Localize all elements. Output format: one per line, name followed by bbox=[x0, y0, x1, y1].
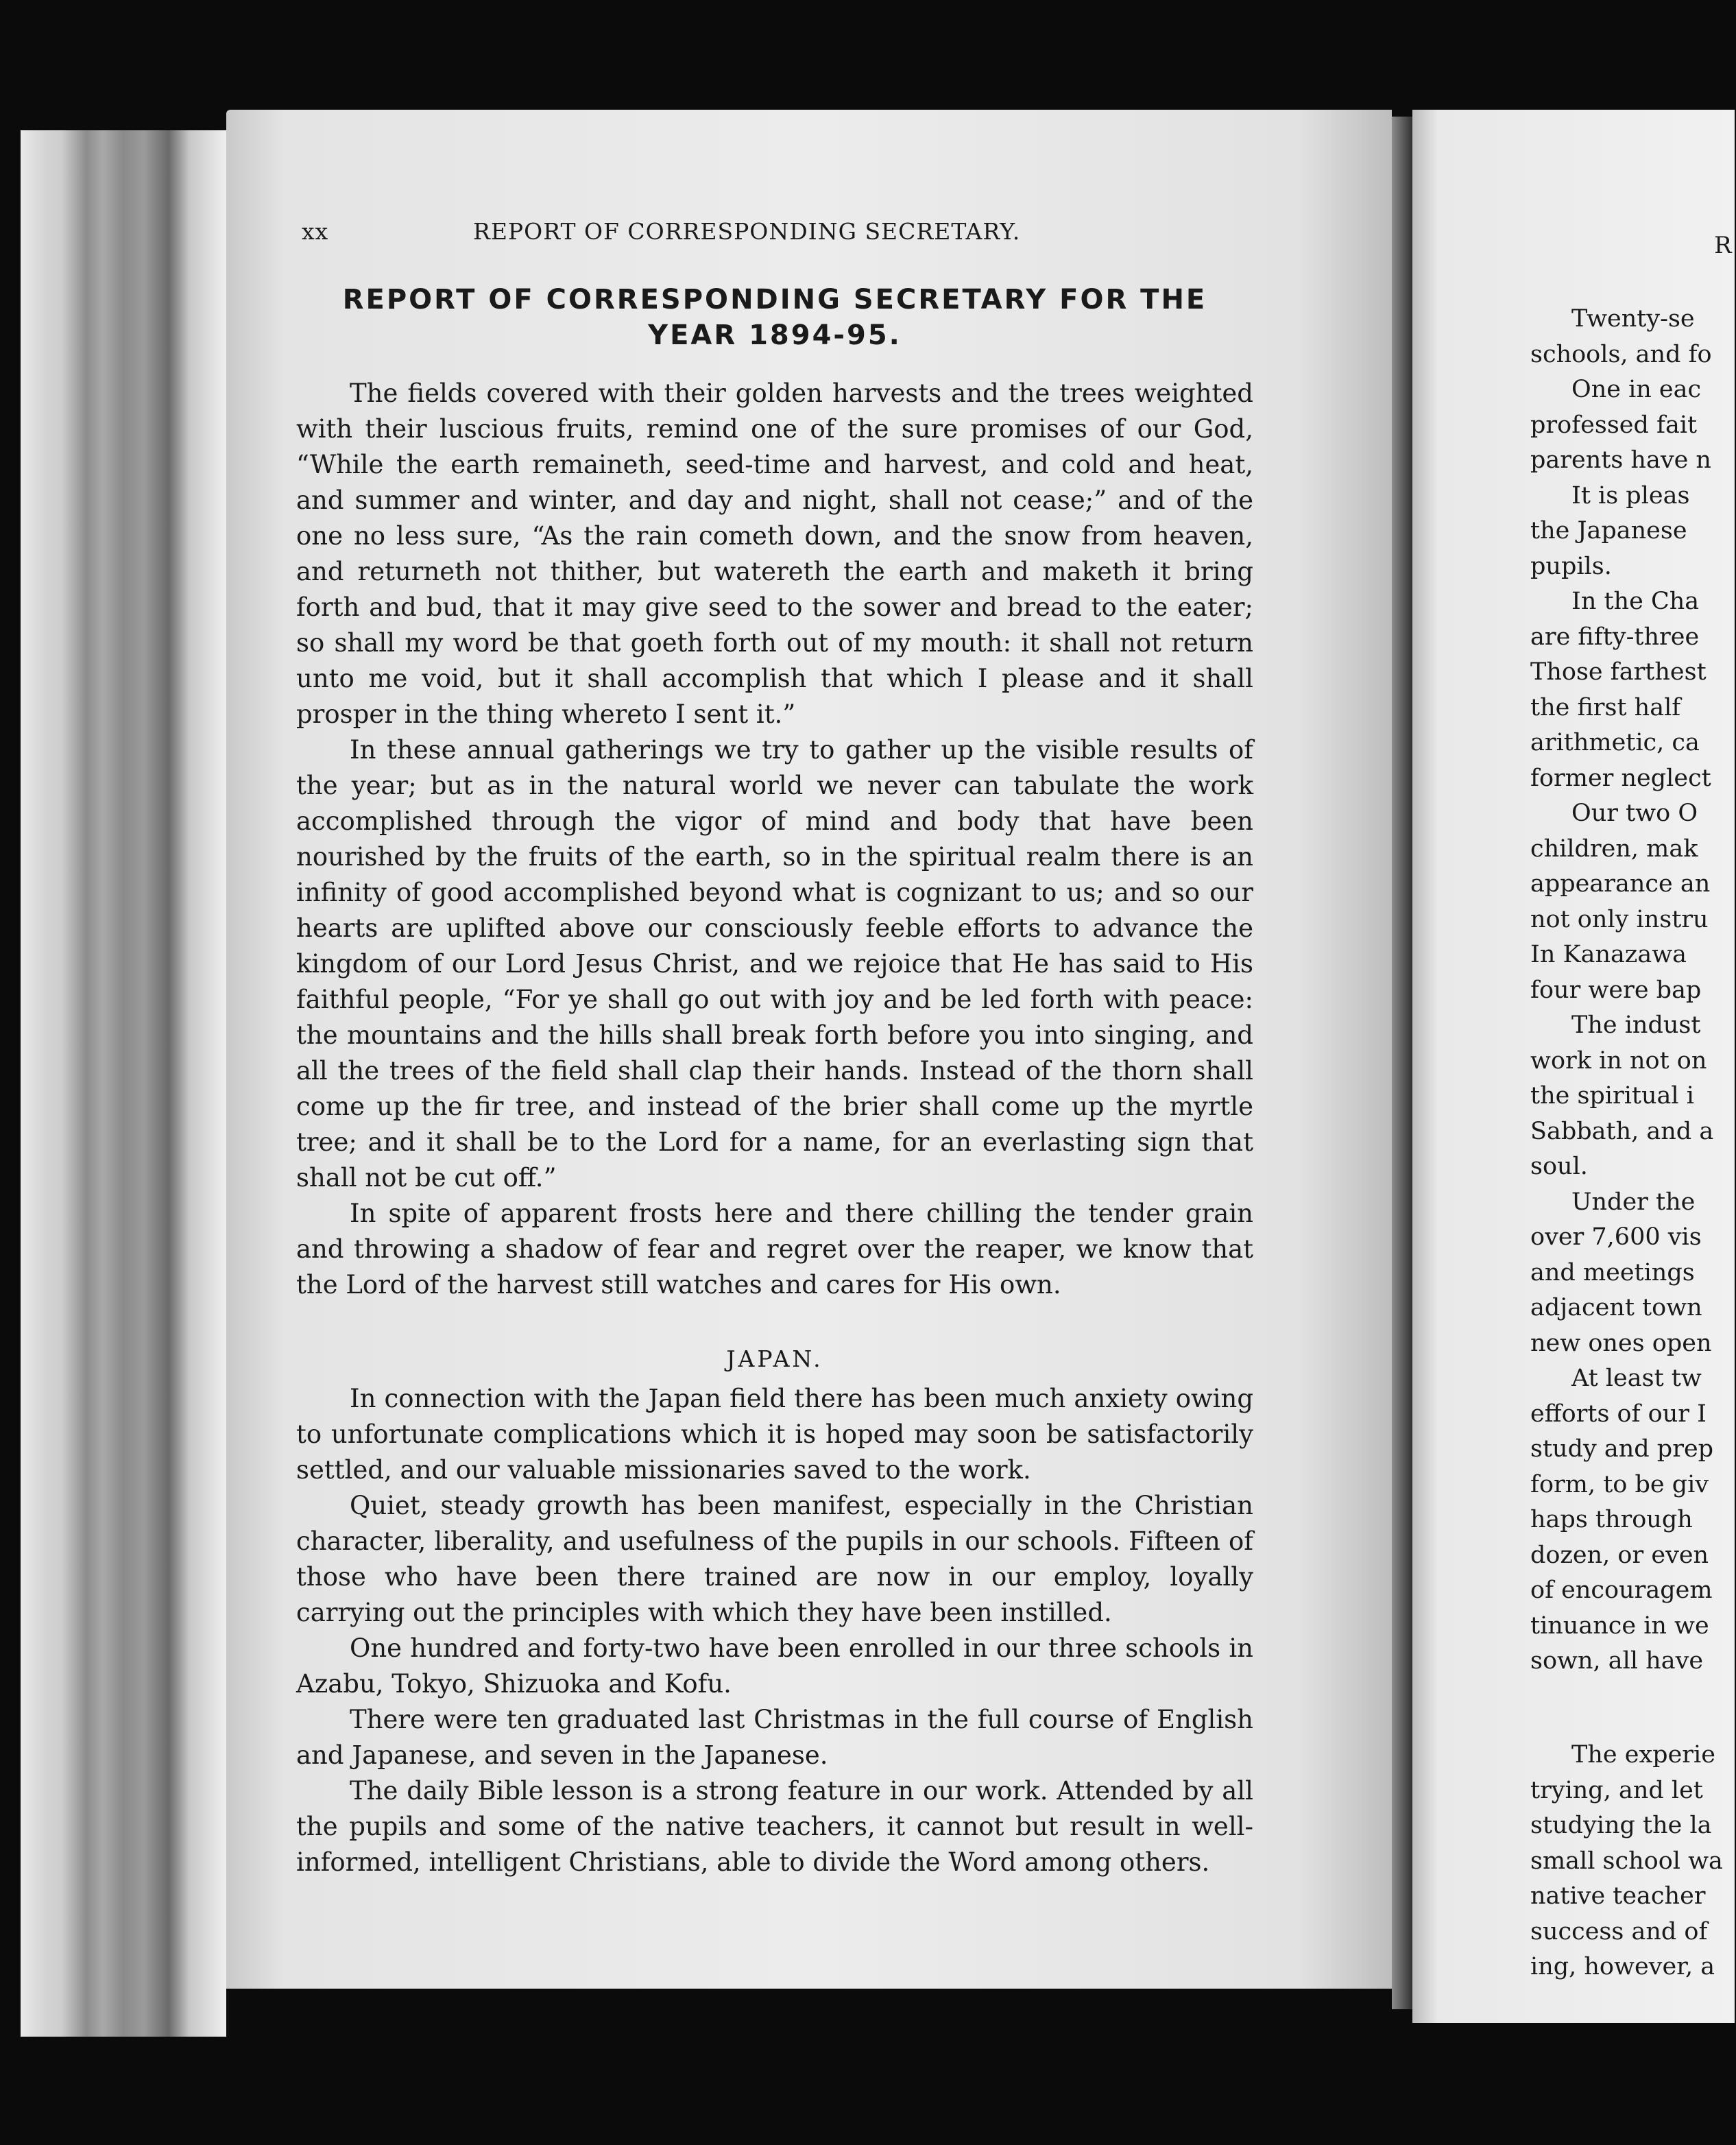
right-page-line: ing, however, a bbox=[1530, 1953, 1715, 1980]
japan-paragraph: The daily Bible lesson is a strong feature in our work. Attended by all the pupils and some of the native teachers, it cannot but result in well-informed, intelligent Christians, able to divide the Word among others. bbox=[296, 1776, 1253, 1877]
right-page-line: studying the la bbox=[1530, 1812, 1712, 1839]
right-running-head: R bbox=[1714, 232, 1733, 259]
right-page-line: efforts of our I bbox=[1530, 1400, 1707, 1428]
japan-paragraph: There were ten graduated last Christmas in the full course of English and Japanese, and seven in the Japanese. bbox=[296, 1705, 1253, 1770]
right-page-text-top bbox=[1530, 302, 1736, 1679]
right-page-line: success and of bbox=[1530, 1917, 1708, 1945]
right-page-line: adjacent town bbox=[1530, 1294, 1702, 1321]
book-page-edges bbox=[21, 130, 226, 2037]
right-page-line: At least tw bbox=[1571, 1365, 1702, 1392]
right-page-line: new ones open bbox=[1530, 1329, 1712, 1357]
right-page-line: former neglect bbox=[1530, 764, 1711, 792]
section-heading-japan: JAPAN. bbox=[726, 1345, 823, 1372]
right-page-line: parents have n bbox=[1530, 446, 1711, 474]
right-page-line: not only instru bbox=[1530, 905, 1709, 933]
japan-paragraph: Quiet, steady growth has been manifest, especially in the Christian character, liberality, and usefulness of the pupils in our schools. Fifteen of those who have been there trained are now in our employ, loyally carrying out the principles with which they have been instilled. bbox=[296, 1491, 1253, 1627]
right-page-line: Under the bbox=[1571, 1188, 1696, 1216]
right-page-line: schools, and fo bbox=[1530, 340, 1712, 368]
report-title-line-1: REPORT OF CORRESPONDING SECRETARY FOR THE bbox=[342, 284, 1207, 315]
right-page-line: children, mak bbox=[1530, 835, 1698, 863]
right-page-line: pupils. bbox=[1530, 552, 1612, 580]
japan-paragraph: In connection with the Japan field there has been much anxiety owing to unfortunate complications which it is hoped may soon be satisfactorily settled, and our valuable missionaries saved to the work. bbox=[296, 1384, 1253, 1485]
right-page-line: arithmetic, ca bbox=[1530, 729, 1700, 756]
right-page-line: soul. bbox=[1530, 1153, 1588, 1180]
running-head: REPORT OF CORRESPONDING SECRETARY. bbox=[473, 218, 1021, 245]
right-page-line: over 7,600 vis bbox=[1530, 1223, 1702, 1251]
right-page-line: and meetings bbox=[1530, 1258, 1695, 1286]
report-title-line-2: YEAR 1894-95. bbox=[648, 320, 902, 351]
intro-paragraph: The fields covered with their golden harvests and the trees weighted with their luscious fruits, remind one of the sure promises of our God, “While the earth remaineth, seed-time and harvest, and cold and heat, and summer and winter, and day and night, shall not cease;” and of the one no less sure, “As the rain cometh down, and the snow from heaven, and returneth not thither, but watereth the earth and maketh it bring forth and bud, that it may give seed to the sower and bread to the eater; so shall my word be that goeth forth out of my mouth: it shall not return unto me void, but it shall accomplish that which I please and it shall prosper in the thing whereto I sent it.” bbox=[296, 379, 1253, 729]
right-page-line: study and prep bbox=[1530, 1435, 1714, 1463]
right-page-line: It is pleas bbox=[1571, 481, 1690, 510]
intro-paragraph: In these annual gatherings we try to gather up the visible results of the year; but as in the natural world we never can tabulate the work accomplished through the vigor of mind and body that have been nourished by the fruits of the earth, so in the spiritual realm there is an infinity of good accomplished beyond what is cognizant to us; and so our hearts are uplifted above our consciously feeble efforts to advance the kingdom of our Lord Jesus Christ, and we rejoice that He has said to His faithful people, “For ye shall go out with joy and be led forth with peace: the mountains and the hills shall break forth before you into singing, and all the trees of the field shall clap their hands. Instead of the thorn shall come up the fir tree, and instead of the brier shall come up the myrtle tree; and it shall be to the Lord for a name, for an everlasting sign that shall not be cut off.” bbox=[296, 735, 1253, 1193]
right-page-line: professed fait bbox=[1530, 411, 1698, 439]
right-page-line: The indust bbox=[1571, 1011, 1701, 1039]
right-page-line: In Kanazawa bbox=[1530, 941, 1687, 968]
right-page-line: the Japanese bbox=[1530, 517, 1687, 544]
right-page-line: small school wa bbox=[1530, 1847, 1723, 1875]
right-page-line: four were bap bbox=[1530, 976, 1702, 1004]
right-page-line: In the Cha bbox=[1571, 588, 1700, 615]
intro-section bbox=[296, 376, 1253, 1303]
right-page-line: haps through bbox=[1530, 1506, 1693, 1533]
right-page-line: of encouragem bbox=[1530, 1577, 1713, 1604]
right-page-line: are fifty-three bbox=[1530, 623, 1700, 651]
right-page-line: One in eac bbox=[1571, 376, 1702, 403]
right-page-text-bottom bbox=[1530, 1738, 1736, 1985]
japan-section bbox=[296, 1381, 1253, 1880]
right-page-line: Those farthest bbox=[1530, 658, 1707, 686]
right-page-line: The experie bbox=[1571, 1741, 1715, 1769]
intro-paragraph: In spite of apparent frosts here and there chilling the tender grain and throwing a shadow of fear and regret over the reaper, we know that the Lord of the harvest still watches and cares for His own. bbox=[296, 1199, 1253, 1299]
right-page-line: Sabbath, and a bbox=[1530, 1117, 1714, 1145]
right-page-line: dozen, or even bbox=[1530, 1541, 1709, 1569]
right-page-line: sown, all have bbox=[1530, 1647, 1704, 1675]
japan-paragraph: One hundred and forty-two have been enrolled in our three schools in Azabu, Tokyo, Shizuoka and Kofu. bbox=[296, 1633, 1253, 1699]
right-page-line: trying, and let bbox=[1530, 1776, 1703, 1804]
right-page-line: Our two O bbox=[1571, 800, 1698, 827]
right-page-line: tinuance in we bbox=[1530, 1611, 1709, 1640]
right-page-line: work in not on bbox=[1530, 1046, 1707, 1075]
right-page-line: Twenty-se bbox=[1571, 305, 1695, 333]
right-page-line: form, to be giv bbox=[1530, 1470, 1709, 1498]
right-page-line: native teacher bbox=[1530, 1882, 1706, 1910]
page-number: xx bbox=[302, 218, 329, 245]
right-page-line: the first half bbox=[1530, 693, 1681, 721]
right-page-line: appearance an bbox=[1530, 870, 1711, 898]
right-page-line: the spiritual i bbox=[1530, 1082, 1694, 1110]
